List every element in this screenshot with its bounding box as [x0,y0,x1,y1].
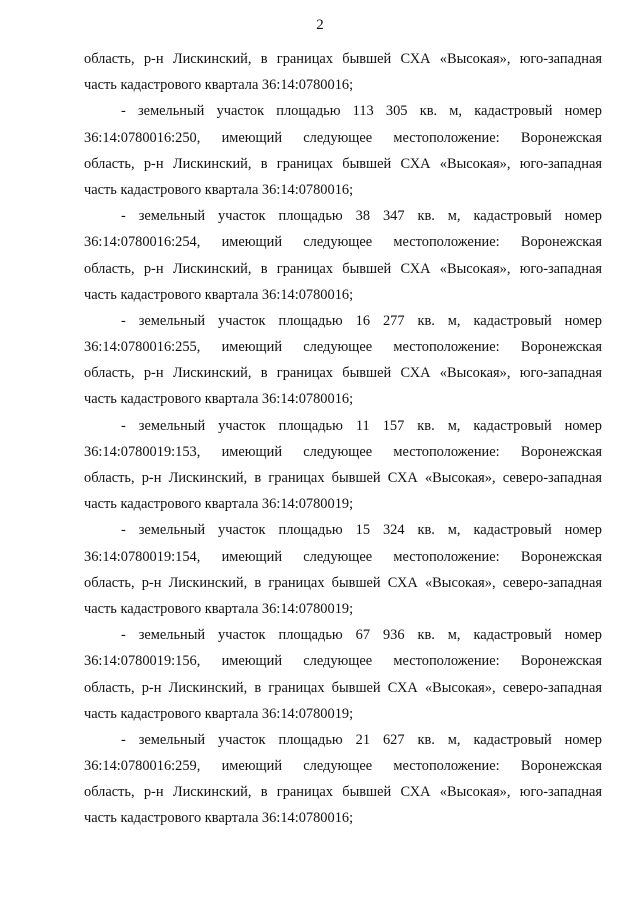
text-line: область, р-н Лискинский, в границах бывшей СХА «Высокая», северо-западная [84,470,602,486]
text-line: часть кадастрового квартала 36:14:0780016; [84,391,354,408]
text-line: 36:14:0780019:156, имеющий следующее местоположение: Воронежская [84,653,602,670]
text-line: область, р-н Лискинский, в границах бывшей СХА «Высокая», северо-западная [84,679,602,696]
text-line: 36:14:0780016:255, имеющий следующее местоположение: Воронежская [84,339,602,356]
text-line: 36:14:0780016:254, имеющий следующее местоположение: Воронежская [84,234,602,251]
text-line: часть кадастрового квартала 36:14:0780016; [84,181,354,198]
text-line: область, р-н Лискинский, в границах бывшей СХА «Высокая», юго-западная [84,365,602,382]
text-line: область, р-н Лискинский, в границах бывшей СХА «Высокая», северо-западная [84,574,602,591]
text-line: область, р-н Лискинский, в границах бывшей СХА «Высокая», юго-западная [84,784,602,801]
text-line: область, р-н Лискинский, в границах бывшей СХА «Высокая», юго-западная [84,260,602,277]
text-line: 36:14:0780019:154, имеющий следующее местоположение: Воронежская [84,548,602,565]
text-line: 36:14:0780016:259, имеющий следующее местоположение: Воронежская [84,758,602,775]
list-item-start-line: - земельный участок площадью 67 936 кв. м, кадастровый номер [121,627,602,644]
page-number: 2 [316,17,324,33]
list-item-start-line: - земельный участок площадью 21 627 кв. м, кадастровый номер [121,731,602,748]
document-body [84,50,602,836]
list-item-start-line: - земельный участок площадью 38 347 кв. м, кадастровый номер [121,208,602,225]
list-item-start-line: - земельный участок площадью 15 324 кв. м, кадастровый номер [121,522,602,539]
text-line: часть кадастрового квартала 36:14:0780016; [84,77,354,94]
text-line: часть кадастрового квартала 36:14:0780016; [84,810,354,827]
text-line: часть кадастрового квартала 36:14:0780019; [84,496,354,513]
list-item-start-line: - земельный участок площадью 113 305 кв. м, кадастровый номер [121,103,602,120]
text-line: область, р-н Лискинский, в границах бывшей СХА «Высокая», юго-западная [84,155,602,172]
text-line: часть кадастрового квартала 36:14:0780019; [84,600,354,617]
text-line: часть кадастрового квартала 36:14:0780019; [84,705,354,722]
list-item-start-line: - земельный участок площадью 11 157 кв. м, кадастровый номер [121,417,602,434]
list-item-start-line: - земельный участок площадью 16 277 кв. м, кадастровый номер [121,312,602,329]
text-line: часть кадастрового квартала 36:14:0780016; [84,286,354,303]
text-line: 36:14:0780019:153, имеющий следующее местоположение: Воронежская [84,443,602,460]
text-line: 36:14:0780016:250, имеющий следующее местоположение: Воронежская [84,129,602,146]
text-line: область, р-н Лискинский, в границах бывшей СХА «Высокая», юго-западная [84,51,602,67]
